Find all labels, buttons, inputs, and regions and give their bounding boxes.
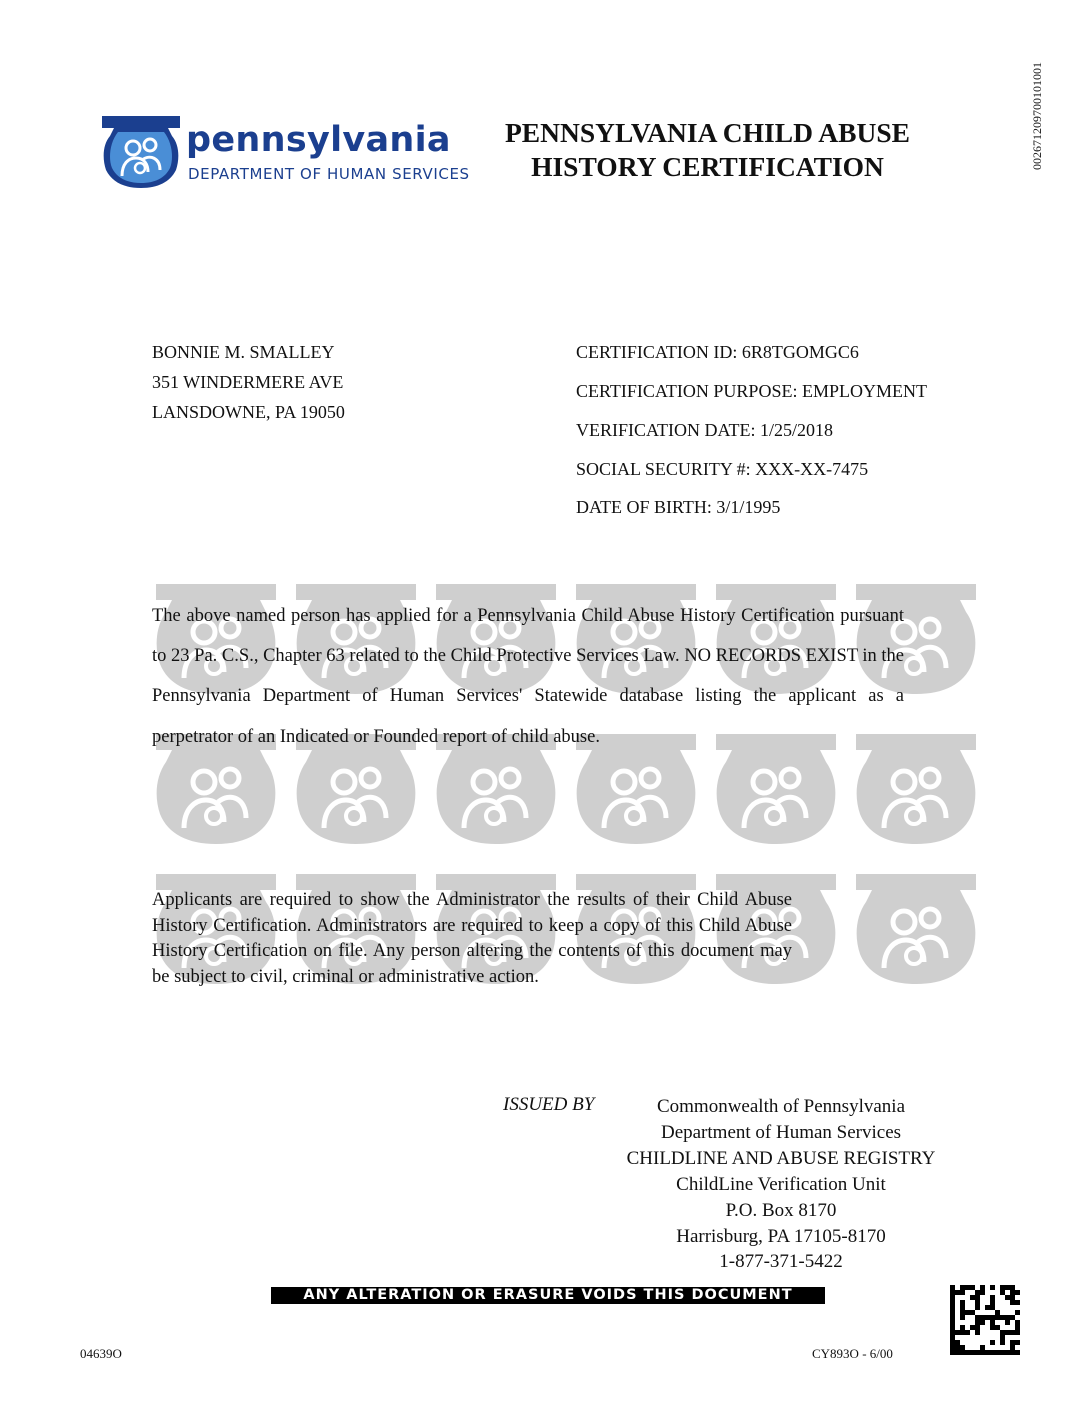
certification-id: CERTIFICATION ID: 6R8TGOMGC6 xyxy=(576,342,859,362)
applicant-city: LANSDOWNE, PA 19050 xyxy=(152,402,345,422)
issuer-line: P.O. Box 8170 xyxy=(725,1199,837,1221)
issuer-address xyxy=(590,1094,972,1275)
form-code-right: CY893O - 6/00 xyxy=(812,1346,893,1361)
applicant-street: 351 WINDERMERE AVE xyxy=(152,372,344,392)
issuer-line: 1-877-371-5422 xyxy=(719,1251,843,1273)
issuer-line: CHILDLINE AND ABUSE REGISTRY xyxy=(626,1147,936,1169)
document-title xyxy=(480,116,935,184)
verification-date: VERIFICATION DATE: 1/25/2018 xyxy=(576,420,833,440)
logo-department: DEPARTMENT OF HUMAN SERVICES xyxy=(188,165,470,183)
issued-by-label: ISSUED BY xyxy=(503,1094,595,1115)
certification-statement: The above named person has applied for a Pennsylvania Child Abuse History Certification pursuant to 23 Pa. C.S., Chapter 63 related to the Child Protective Services Law. NO RECORDS EXIST in the Pennsylvania Department of Human Services' Statewide database listing the applicant as a perpetrator of an Indicated or Founded report of child abuse. xyxy=(152,606,904,747)
date-of-birth: DATE OF BIRTH: 3/1/1995 xyxy=(576,497,781,517)
issuer-line: Commonwealth of Pennsylvania xyxy=(656,1096,906,1117)
social-security-number: SOCIAL SECURITY #: XXX-XX-7475 xyxy=(576,459,869,479)
administrator-notice: Applicants are required to show the Administrator the results of their Child Abuse History Certification. Administrators are required to keep a copy of this Child Abuse History Certification on file. Any person altering the contents of this document may be subject to civil, criminal or administrative action. xyxy=(152,890,792,988)
title-line-1: PENNSYLVANIA CHILD ABUSE xyxy=(505,117,910,148)
watermark-keystone-icon xyxy=(850,870,982,988)
issuer-line: Harrisburg, PA 17105-8170 xyxy=(676,1225,886,1247)
2d-barcode-icon xyxy=(950,1285,1020,1355)
serial-number xyxy=(1016,40,1060,170)
certification-purpose: CERTIFICATION PURPOSE: EMPLOYMENT xyxy=(576,381,927,401)
keystone-logo-icon xyxy=(100,114,182,190)
issuer-line: Department of Human Services xyxy=(660,1121,902,1143)
title-line-2: HISTORY CERTIFICATION xyxy=(531,151,884,182)
alteration-warning: ANY ALTERATION OR ERASURE VOIDS THIS DOCUMENT xyxy=(271,1287,825,1304)
issuer-line: ChildLine Verification Unit xyxy=(676,1173,886,1195)
applicant-name: BONNIE M. SMALLEY xyxy=(152,342,335,362)
serial-number-text: 002671209700101001 xyxy=(1030,62,1044,170)
pa-dhs-logo xyxy=(100,114,470,194)
form-code-left: 04639O xyxy=(80,1346,122,1361)
logo-wordmark: pennsylvania xyxy=(186,120,451,160)
